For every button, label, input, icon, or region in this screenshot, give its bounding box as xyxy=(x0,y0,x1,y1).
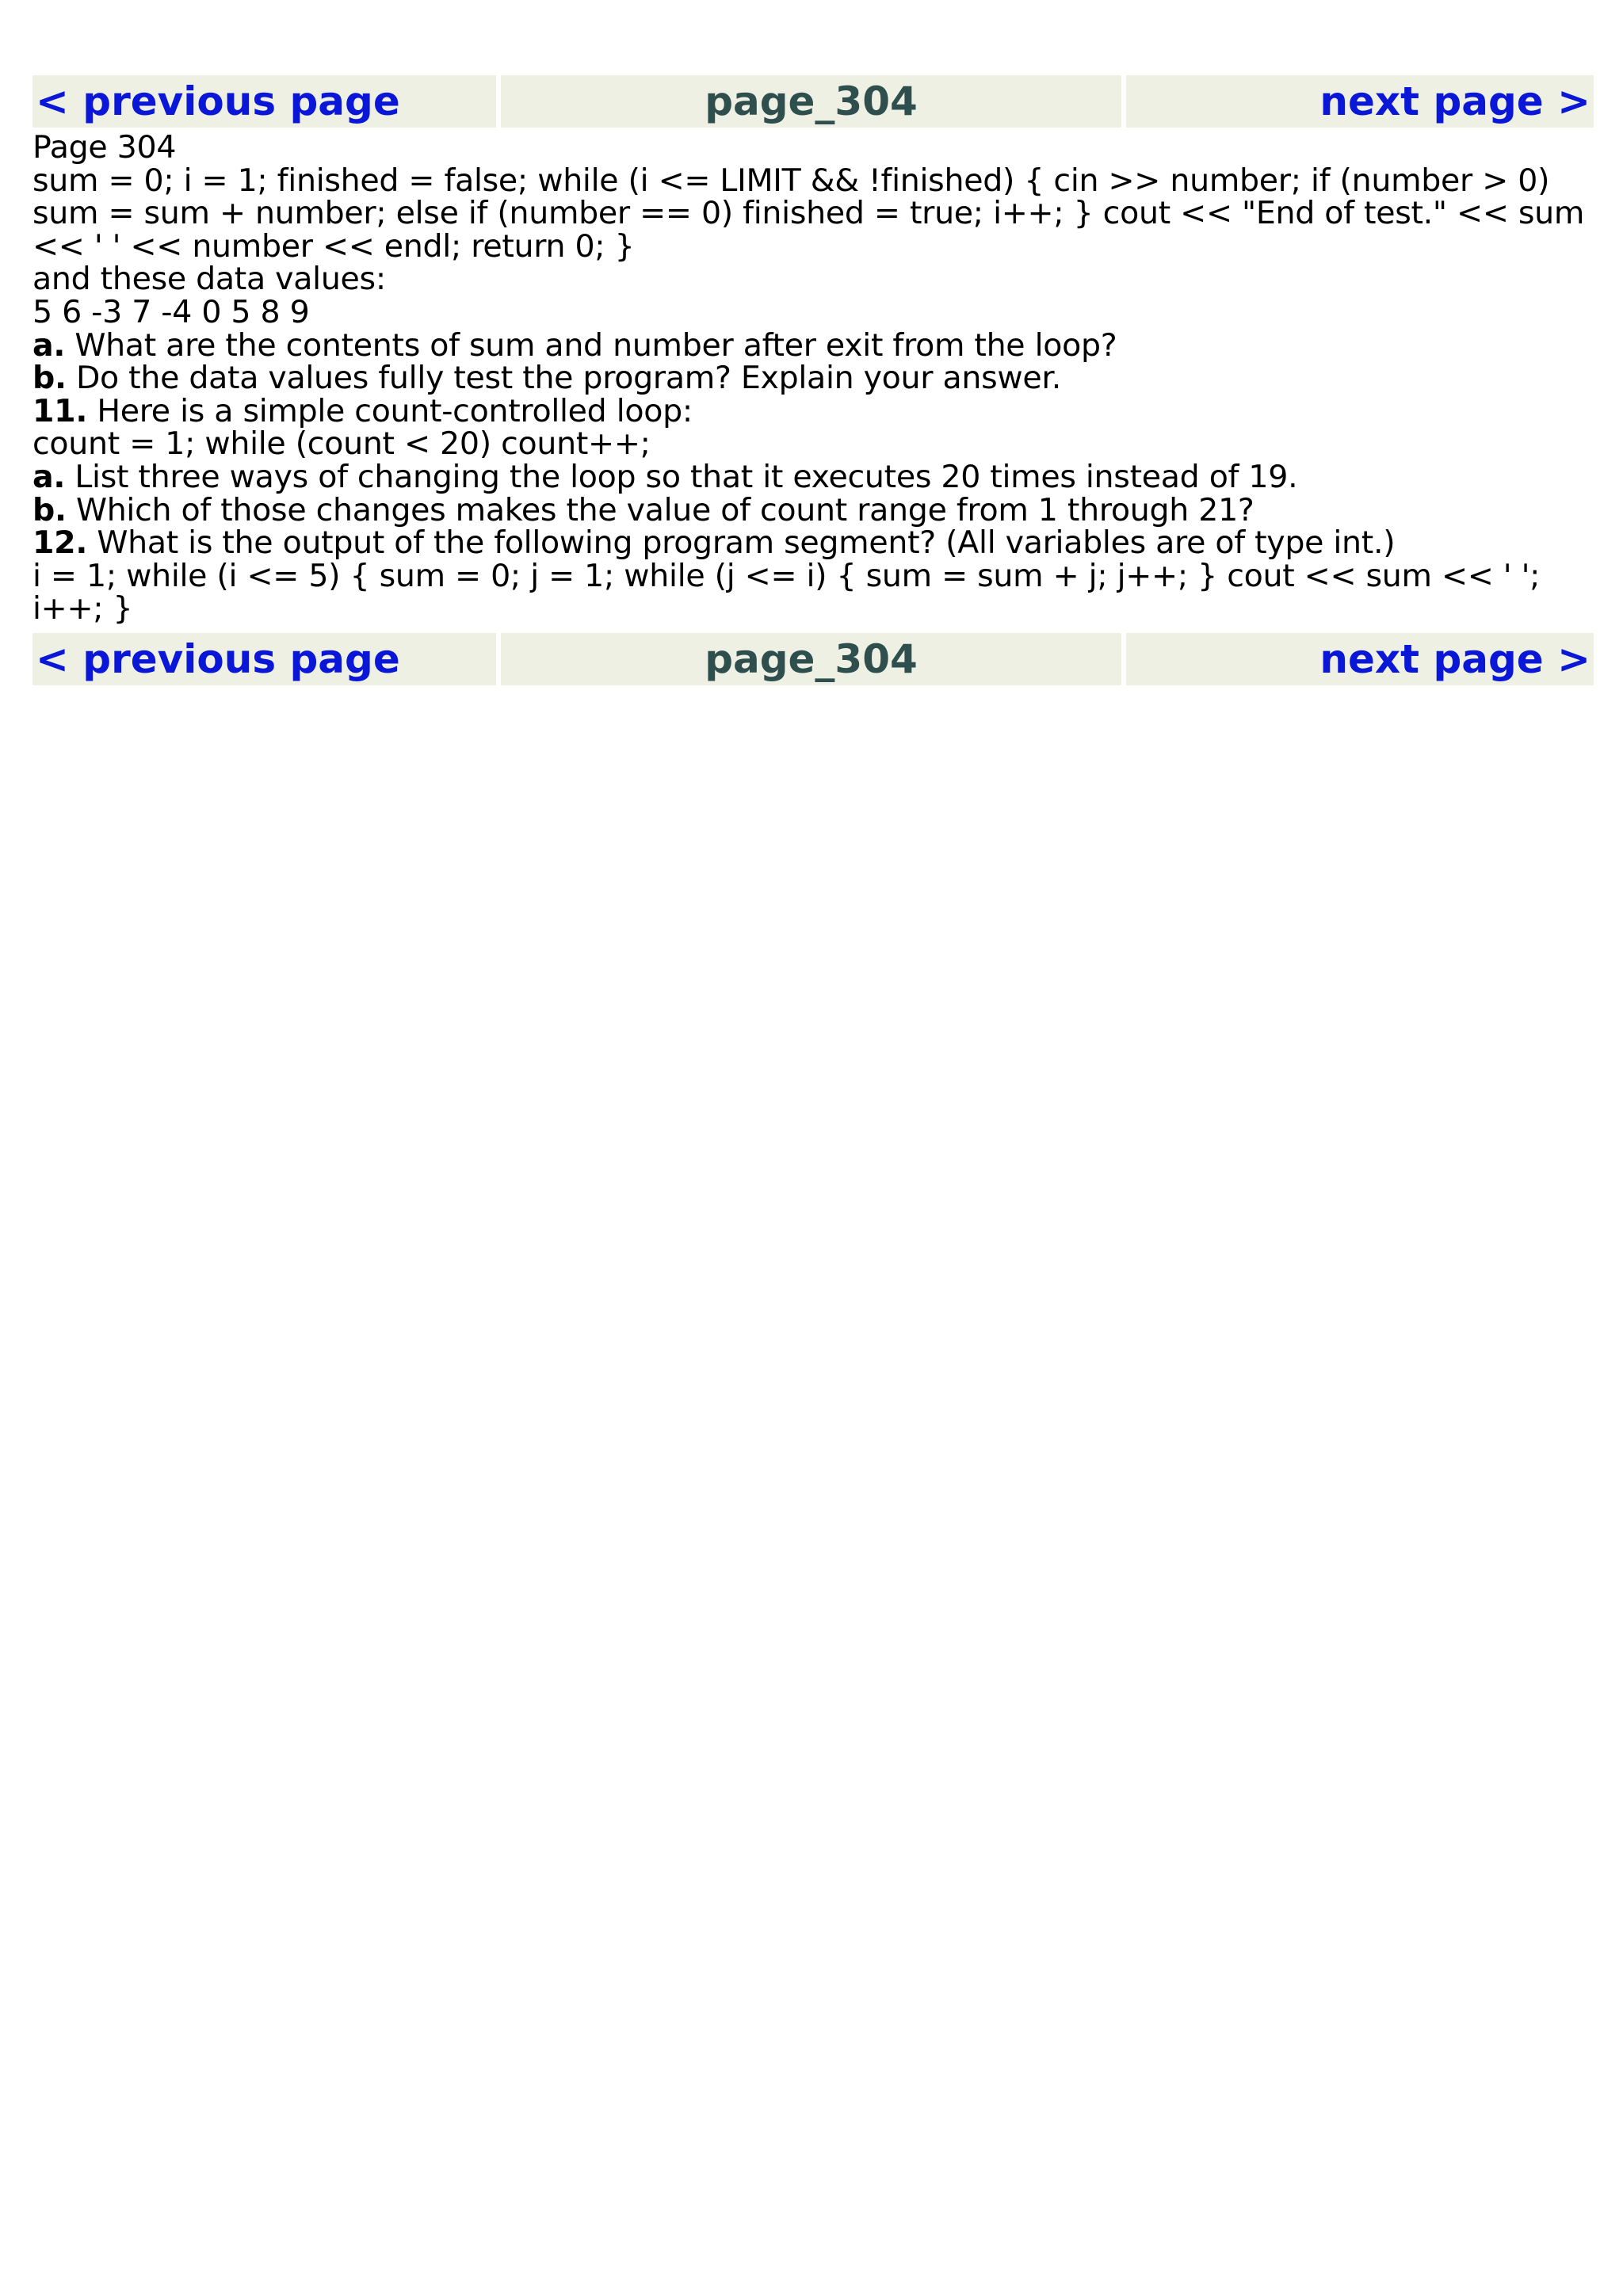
question-marker: b. xyxy=(32,360,67,397)
question-text: What are the contents of sum and number after exit from the loop? xyxy=(65,326,1117,364)
bottom-previous-page-link[interactable]: < previous page xyxy=(36,635,400,682)
top-page-label: page_304 xyxy=(705,78,918,124)
question-12 xyxy=(32,524,1594,562)
data-values: 5 6 -3 7 -4 0 5 8 9 xyxy=(32,293,310,330)
question-11 xyxy=(32,392,1594,429)
question-text: List three ways of changing the loop so that it executes 20 times instead of 19. xyxy=(65,458,1298,495)
bottom-nav-next-cell xyxy=(1126,633,1594,685)
top-previous-page-link[interactable]: < previous page xyxy=(36,78,400,124)
question-marker: a. xyxy=(32,326,66,364)
bottom-nav-page-cell xyxy=(501,633,1121,685)
top-nav-prev-cell xyxy=(32,75,496,128)
top-next-page-link[interactable]: next page > xyxy=(1319,78,1591,124)
question-text: Which of those changes makes the value of count range from 1 through 21? xyxy=(66,491,1254,528)
question-text: Do the data values fully test the program? Explain your answer. xyxy=(66,360,1061,397)
page-content xyxy=(32,128,1594,633)
code-block-1: sum = 0; i = 1; finished = false; while (i <= LIMIT && !finished) { cin >> number; if (number > 0) sum = sum + number; else if (number == 0) finished = true; i++; } cout << "End of test." << sum << ' ' << number << endl; return 0; } xyxy=(32,162,1585,265)
document-page xyxy=(32,75,1594,685)
page-heading: Page 304 xyxy=(32,129,177,166)
question-marker: b. xyxy=(32,491,67,528)
bottom-page-label: page_304 xyxy=(705,635,918,682)
top-nav-page-cell xyxy=(501,75,1121,128)
question-marker: a. xyxy=(32,458,66,495)
bottom-navigation-bar xyxy=(32,633,1594,685)
top-navigation-bar xyxy=(32,75,1594,128)
top-nav-next-cell xyxy=(1126,75,1594,128)
question-text: What is the output of the following program segment? (All variables are of type int.) xyxy=(87,524,1396,562)
code-block-3: i = 1; while (i <= 5) { sum = 0; j = 1; while (j <= i) { sum = sum + j; j++; } cout << sum << ' '; i++; } xyxy=(32,557,1541,627)
question-number: 12. xyxy=(32,524,88,562)
data-intro: and these data values: xyxy=(32,261,386,298)
question-10a xyxy=(32,326,1594,364)
bottom-nav-prev-cell xyxy=(32,633,496,685)
question-text: Here is a simple count-controlled loop: xyxy=(87,392,693,429)
question-11b xyxy=(32,491,1594,528)
question-11a xyxy=(32,458,1594,495)
question-10b xyxy=(32,362,1594,395)
question-number: 11. xyxy=(32,392,88,429)
bottom-next-page-link[interactable]: next page > xyxy=(1319,635,1591,682)
code-block-2: count = 1; while (count < 20) count++; xyxy=(32,425,651,463)
